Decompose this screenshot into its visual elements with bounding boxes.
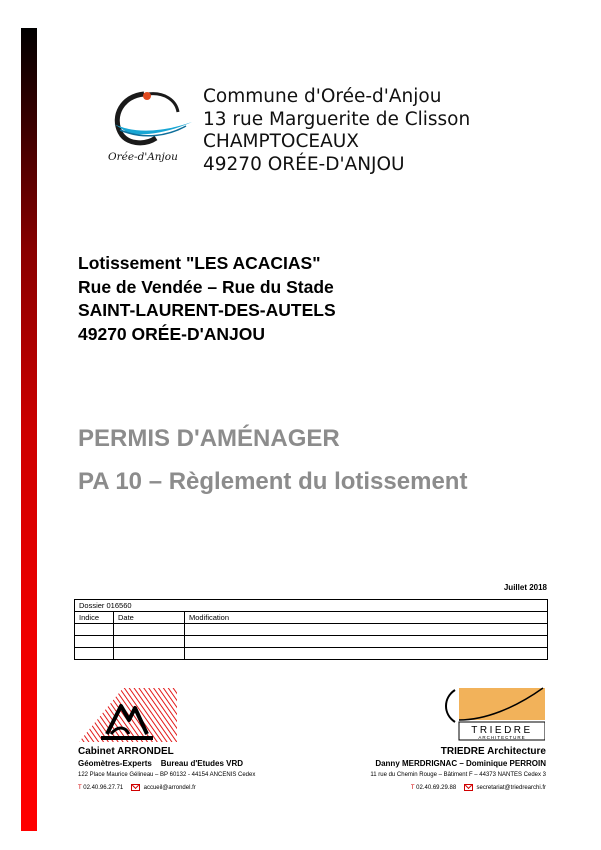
table-row [75,624,548,636]
document-date: Juillet 2018 [503,583,547,592]
triedre-subtitle: Danny MERDRIGNAC – Dominique PERROIN [375,759,546,768]
triedre-contact [411,784,546,791]
envelope-icon [131,784,140,791]
table-cell [185,648,548,660]
commune-address-block [203,86,470,176]
project-name: Lotissement "LES ACACIAS" [78,253,321,273]
header-indice: Indice [75,612,114,624]
arrondel-address: 122 Place Maurice Gélineau – BP 60132 - 44154 ANCENIS Cedex [78,772,256,778]
commune-logo-text: Orée-d'Anjou [108,151,178,163]
triedre-address: 11 rue du Chemin Rouge – Bâtiment F – 44373 NANTES Cedex 3 [370,772,546,778]
table-row [75,648,548,660]
dossier-label: Dossier 016560 [75,600,548,612]
commune-street: 13 rue Marguerite de Clisson [203,108,471,130]
header-date: Date [114,612,185,624]
triedre-name: TRIEDRE Architecture [440,746,546,757]
table-cell [185,624,548,636]
table-cell [185,636,548,648]
dossier-label-row [75,600,548,612]
project-town: SAINT-LAURENT-DES-AUTELS [78,300,336,320]
triedre-logo-sub: ARCHITECTURE [478,735,526,740]
table-cell [75,624,114,636]
envelope-icon [464,784,473,791]
arrondel-contact [78,784,196,791]
dossier-table [74,599,548,660]
commune-name: Commune d'Orée-d'Anjou [203,86,442,107]
table-cell [75,648,114,660]
dossier-header-row [75,612,548,624]
phone-label: T [410,785,415,792]
arrondel-phone: 02.40.96.27.71 [83,785,124,792]
triedre-email[interactable]: secretariat@triedrearchi.fr [476,785,546,792]
project-postcode: 49270 ORÉE-D'ANJOU [78,323,266,344]
table-cell [114,648,185,660]
left-red-gradient-bar [21,28,37,831]
arrondel-subtitle: Géomètres-Experts Bureau d'Etudes VRD [78,759,244,768]
table-cell [114,636,185,648]
arrondel-logo [77,684,177,746]
triedre-phone: 02.40.69.29.88 [416,785,457,792]
arrondel-name: Cabinet ARRONDEL [78,746,174,757]
phone-label: T [78,785,82,792]
triedre-logo-word: TRIEDRE [471,725,533,736]
triedre-logo [437,686,545,742]
commune-postcode: 49270 ORÉE-D'ANJOU [203,153,405,175]
commune-logo [104,88,196,170]
arrondel-email[interactable]: accueil@arrondel.fr [143,785,196,792]
table-cell [114,624,185,636]
table-cell [75,636,114,648]
document-title: PERMIS D'AMÉNAGER [78,425,340,452]
project-block [78,252,336,346]
table-row [75,636,548,648]
commune-town: CHAMPTOCEAUX [203,131,359,152]
document-subtitle: PA 10 – Règlement du lotissement [78,468,468,495]
header-modification: Modification [185,612,548,624]
project-street: Rue de Vendée – Rue du Stade [78,276,334,297]
